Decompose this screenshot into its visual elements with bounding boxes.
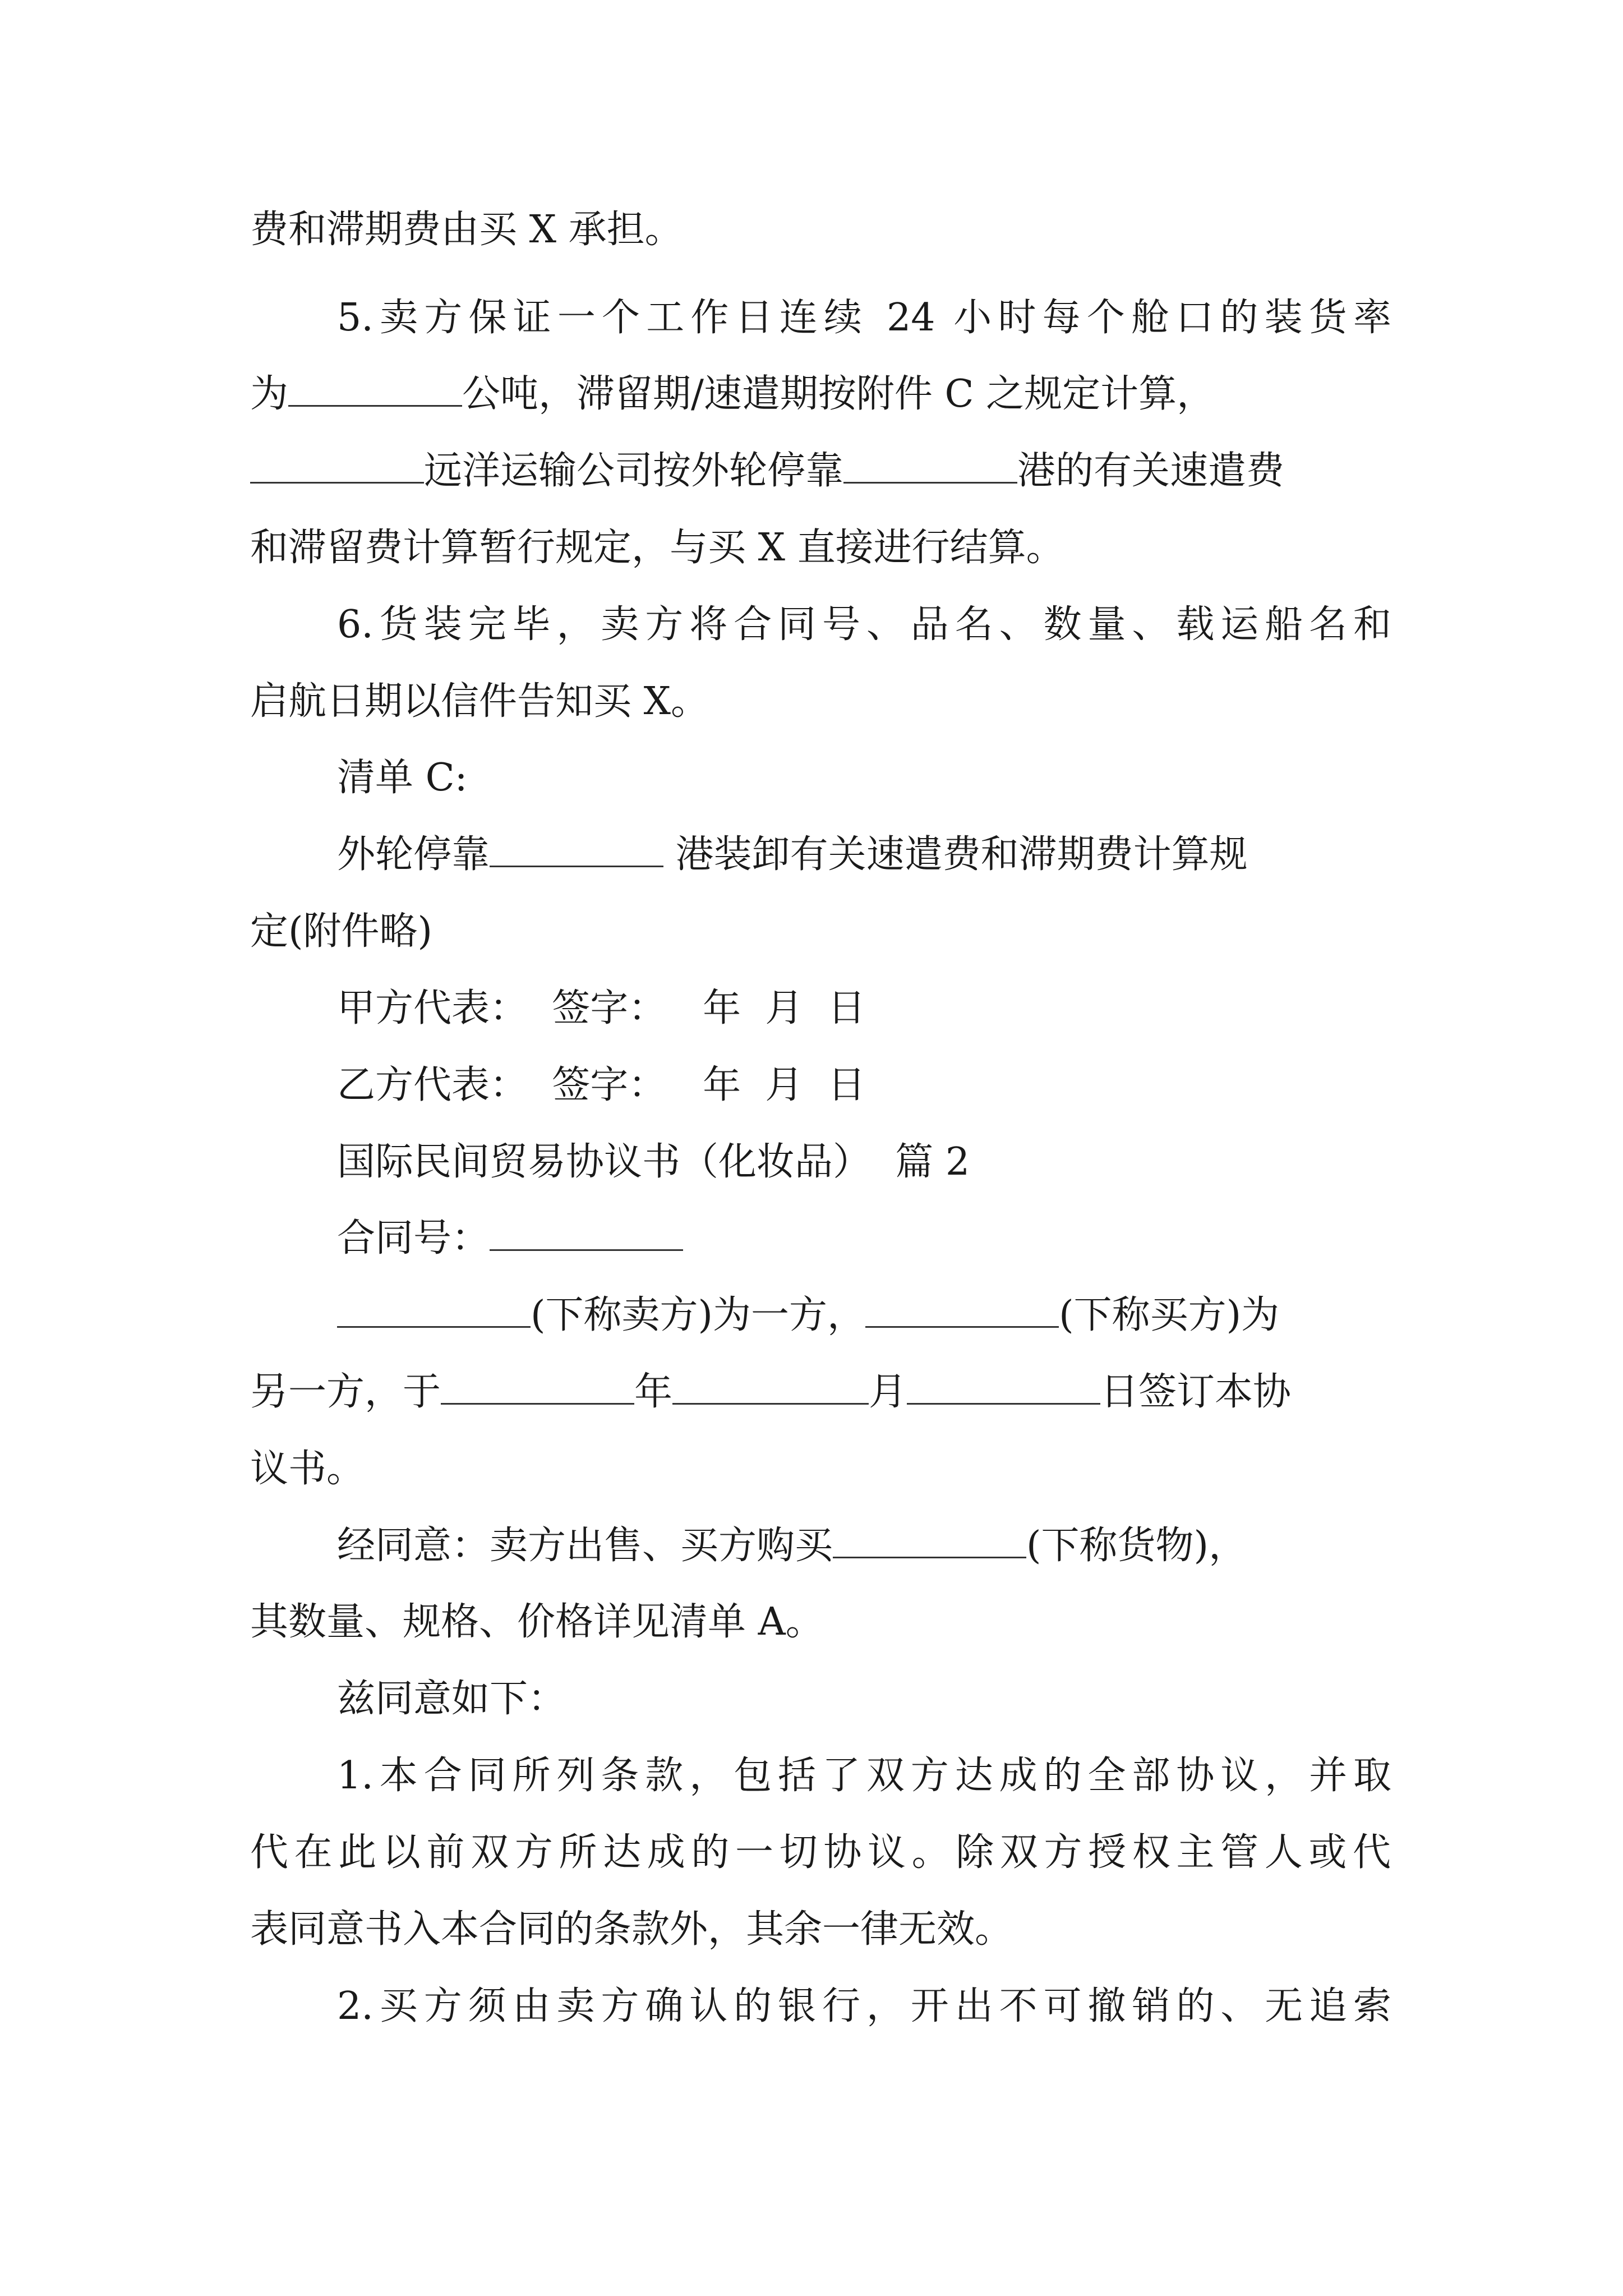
text: 外轮停靠 — [337, 832, 490, 877]
fill-blank — [490, 834, 663, 867]
list-c-line-2 — [250, 901, 1391, 963]
fill-blank — [672, 1372, 869, 1405]
fill-blank — [441, 1372, 634, 1405]
agreement-line-1 — [337, 1515, 1391, 1577]
text: 6.货装完毕，卖方将合同号、品名、数量、载运船名和 — [337, 602, 1391, 647]
section-heading — [337, 1131, 1391, 1193]
clause-2-line-1 — [337, 1976, 1391, 2037]
text: 合同号： — [337, 1216, 490, 1260]
paragraph-line — [250, 199, 1391, 261]
text: 表同意书入本合同的条款外，其余一律无效。 — [250, 1907, 1013, 1952]
parties-line-1 — [337, 1285, 1391, 1346]
contract-number-line — [337, 1208, 1391, 1269]
text: (下称卖方)为一方， — [531, 1293, 866, 1337]
text: 启航日期以信件告知买 X。 — [250, 679, 709, 724]
clause-6-line-1 — [337, 594, 1391, 656]
agreement-line-2 — [250, 1591, 1391, 1653]
text: 远洋运输公司按外轮停靠 — [424, 449, 844, 493]
text: 另一方，于 — [250, 1370, 441, 1414]
list-c-title — [337, 747, 1391, 809]
fill-blank — [490, 1218, 683, 1251]
text: (下称货物)， — [1026, 1524, 1247, 1568]
clause-5-line-3 — [250, 440, 1391, 502]
parties-line-2 — [250, 1361, 1391, 1423]
text: 年 — [634, 1370, 673, 1414]
fill-blank — [865, 1295, 1059, 1328]
text: 2.买方须由卖方确认的银行，开出不可撤销的、无追索 — [337, 1984, 1391, 2028]
text: 甲方代表： 签字： 年 月 日 — [337, 986, 866, 1030]
fill-blank — [833, 1525, 1026, 1558]
clause-1-line-2 — [250, 1822, 1391, 1884]
text: 5.卖方保证一个工作日连续 24 小时每个舱口的装货率 — [337, 296, 1391, 340]
text: 日签订本协 — [1100, 1370, 1292, 1414]
text: 其数量、规格、价格详见清单 A。 — [250, 1600, 824, 1644]
clause-1-line-1 — [337, 1745, 1391, 1807]
party-b-signature — [337, 1055, 1391, 1116]
text: 月 — [869, 1370, 907, 1414]
text: 公吨，滞留期/速遣期按附件 C 之规定计算， — [462, 372, 1215, 416]
clause-6-line-2 — [250, 671, 1391, 733]
parties-line-3 — [250, 1438, 1391, 1500]
fill-blank — [337, 1295, 531, 1328]
text: 费和滞期费由买 X 承担。 — [250, 208, 683, 252]
party-a-signature — [337, 978, 1391, 1039]
text: 议书。 — [250, 1447, 365, 1491]
text: 兹同意如下： — [337, 1677, 566, 1721]
fill-blank — [907, 1372, 1100, 1405]
text: 经同意：卖方出售、买方购买 — [337, 1524, 833, 1568]
clause-5-line-1 — [337, 287, 1391, 349]
text: 港装卸有关速遣费和滞期费计算规 — [663, 832, 1248, 877]
text: 定(附件略) — [250, 909, 433, 954]
fill-blank — [843, 450, 1017, 484]
text: 港的有关速遣费 — [1017, 449, 1285, 493]
fill-blank — [250, 450, 424, 484]
clause-1-line-3 — [250, 1899, 1391, 1961]
text: 国际民间贸易协议书（化妆品） 篇 2 — [337, 1140, 970, 1184]
text: 代在此以前双方所达成的一切协议。除双方授权主管人或代 — [250, 1830, 1391, 1875]
text: (下称买方)为 — [1059, 1293, 1280, 1337]
text: 1.本合同所列条款，包括了双方达成的全部协议，并取 — [337, 1754, 1391, 1798]
fill-blank — [288, 374, 462, 407]
text: 为 — [250, 372, 289, 416]
agreed-as-follows — [337, 1668, 1391, 1730]
text: 和滞留费计算暂行规定，与买 X 直接进行结算。 — [250, 526, 1064, 570]
text: 清单 C: — [337, 756, 468, 800]
clause-5-line-4 — [250, 517, 1391, 579]
text: 乙方代表： 签字： 年 月 日 — [337, 1063, 866, 1107]
list-c-line-1 — [337, 824, 1391, 886]
clause-5-line-2 — [250, 364, 1391, 425]
